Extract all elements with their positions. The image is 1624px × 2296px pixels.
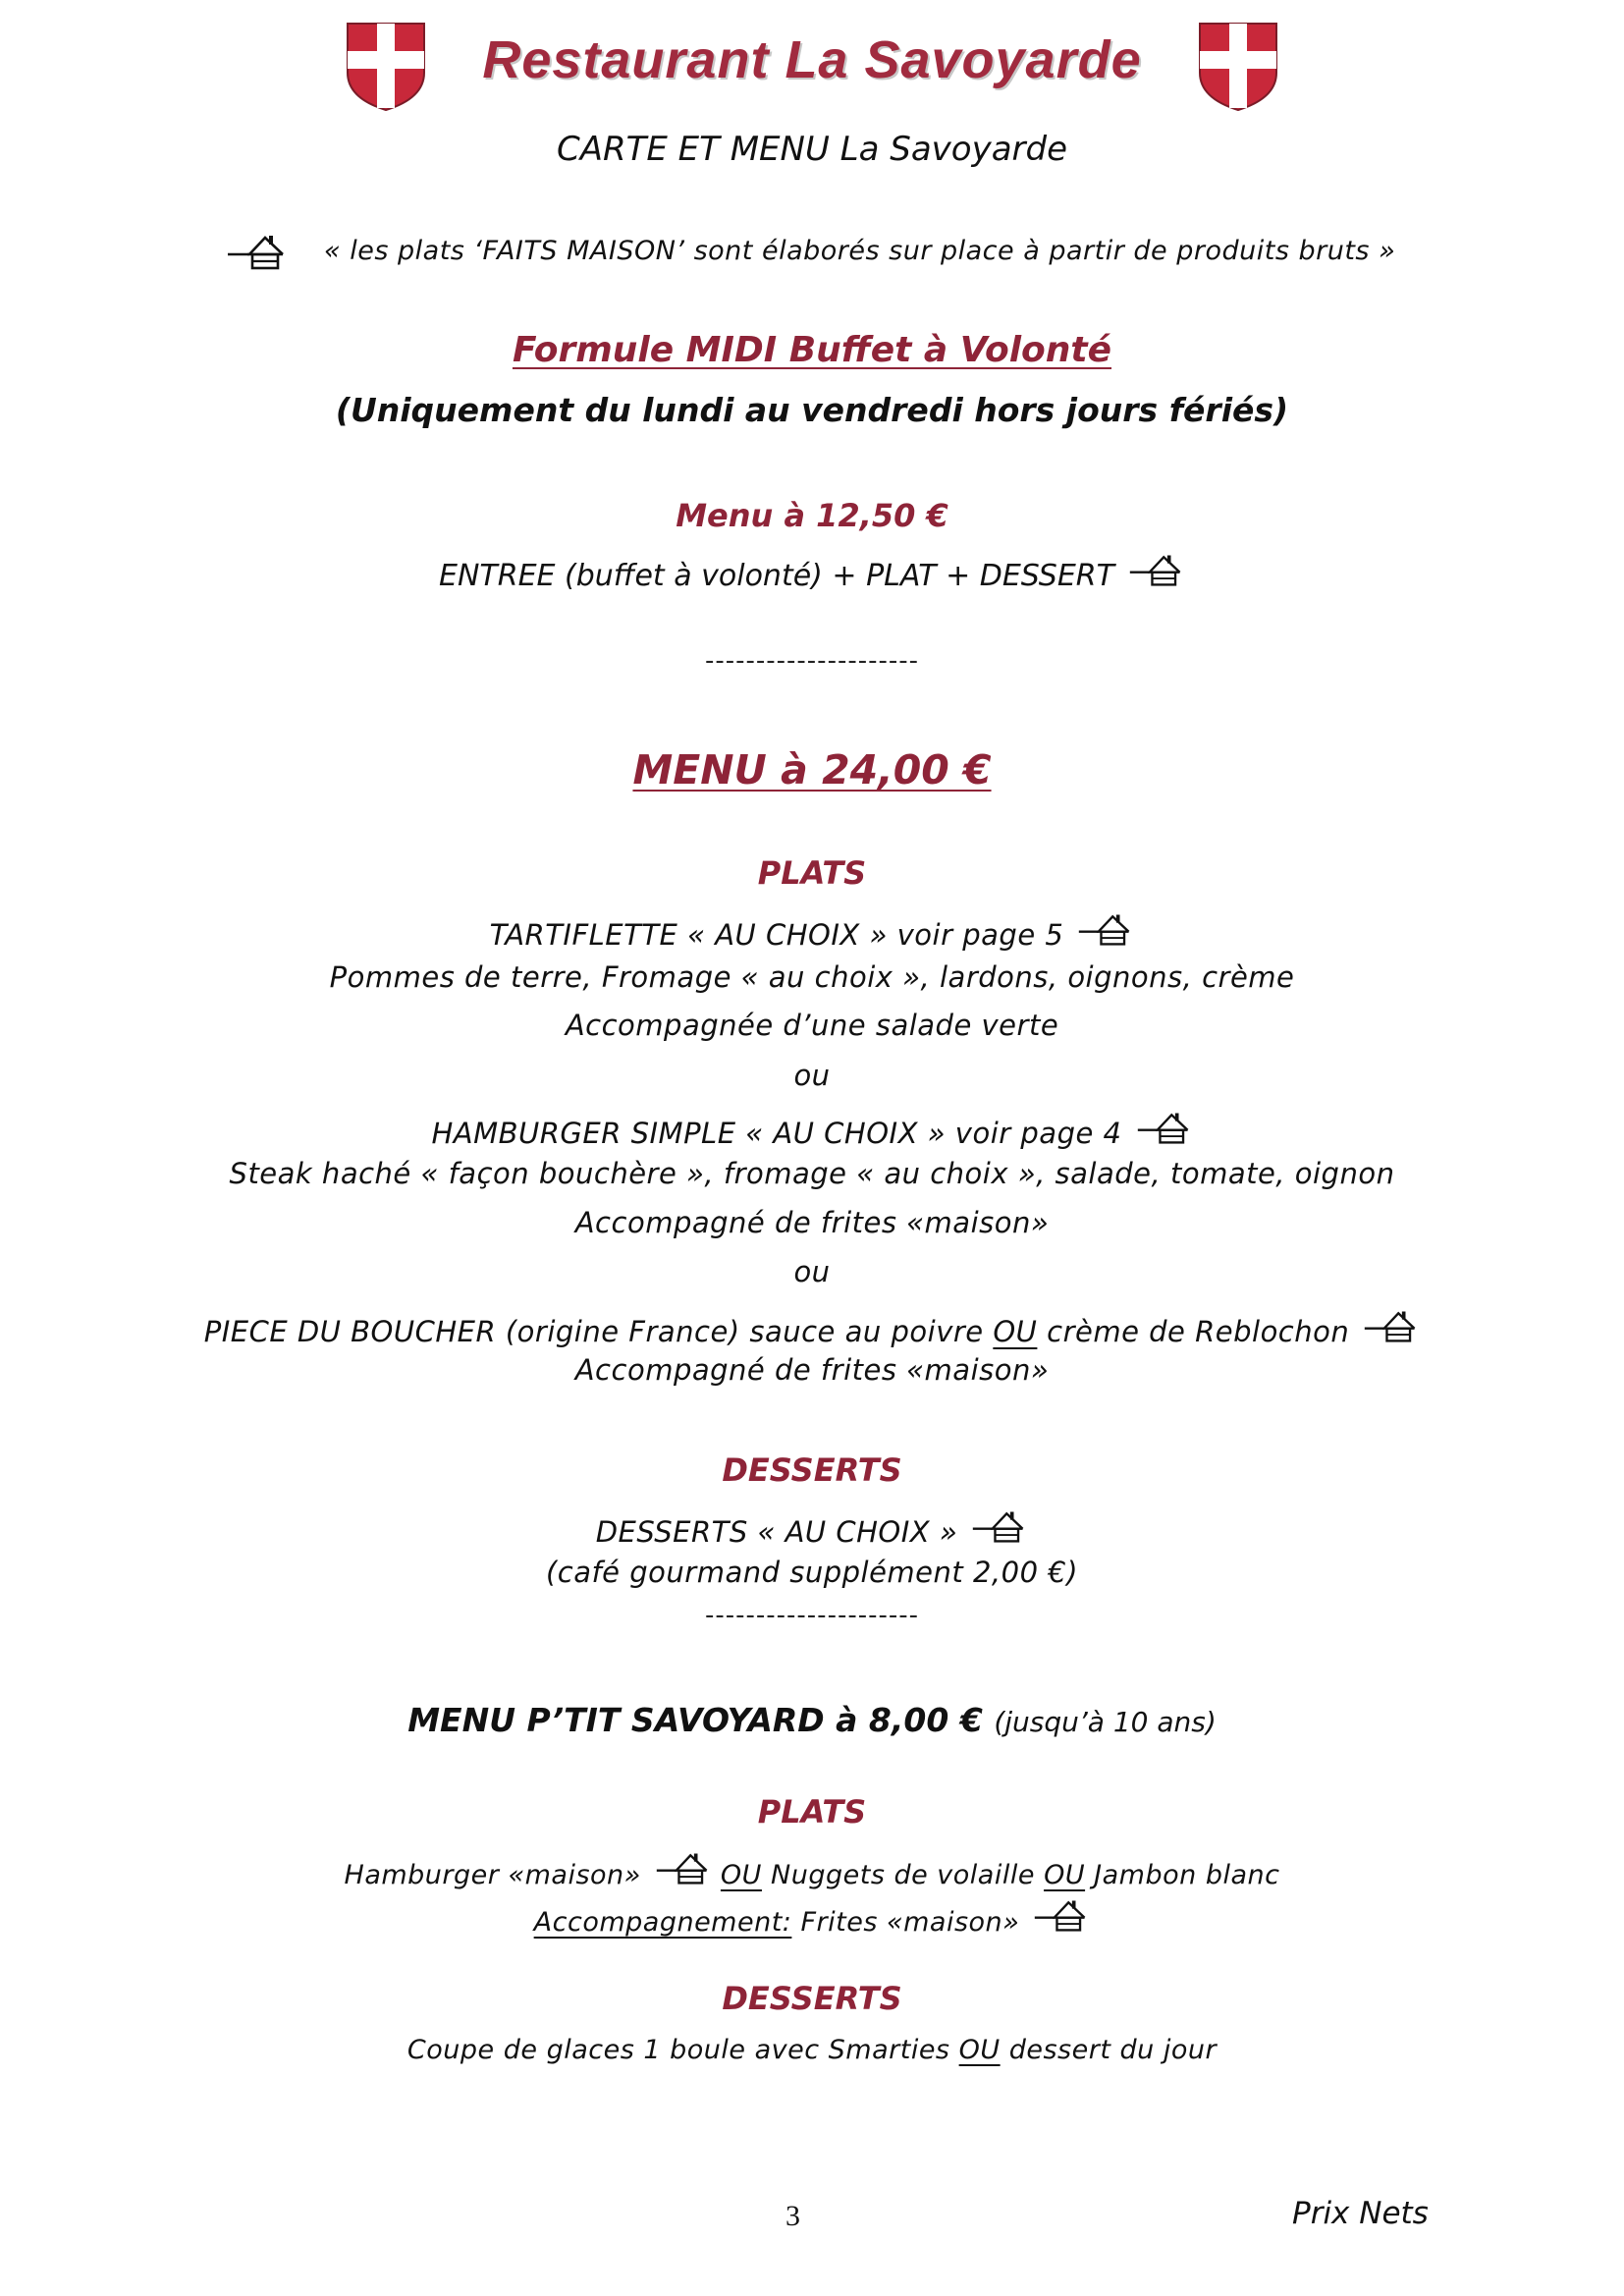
desserts-choice: DESSERTS « AU CHOIX » [595,1515,958,1549]
plats-heading: PLATS [757,1793,867,1831]
house-icon [1128,548,1185,591]
hamburger-line [0,1106,1624,1150]
or-keyword: OU [958,2035,1001,2065]
menu-1250-line [0,548,1624,593]
menu-1250-text: ENTREE (buffet à volonté) + PLAT + DESSERT [439,559,1114,593]
prix-nets-label: Prix Nets [1292,2196,1429,2231]
house-icon [1033,1893,1090,1937]
formule-midi-title: Formule MIDI Buffet à Volonté [512,330,1112,370]
page-subtitle: CARTE ET MENU La Savoyarde [556,130,1068,169]
fait-maison-text: « les plats ‘FAITS MAISON’ sont élaborés sur place à partir de produits bruts » [324,236,1396,266]
desserts-line [0,1504,1624,1549]
cafe-gourmand-note: (café gourmand supplément 2,00 €) [545,1556,1079,1589]
fait-maison-notice [0,228,1624,277]
house-icon [1136,1106,1193,1149]
separator: --------------------- [704,646,920,676]
menu-24-title: MENU à 24,00 € [632,746,992,793]
separator: --------------------- [704,1601,920,1630]
menu-ptit-savoyard-name: MENU P’TIT SAVOYARD à 8,00 € [407,1701,983,1739]
tartiflette-name: TARTIFLETTE « AU CHOIX » voir page 5 [489,918,1064,952]
or-keyword: OU [1044,1860,1086,1890]
kids-jambon: Jambon blanc [1094,1860,1280,1890]
kids-accompaniment-line [0,1893,1624,1938]
piece-du-boucher-side: Accompagné de frites «maison» [574,1353,1050,1387]
accompaniment-label: Accompagnement: [533,1907,792,1938]
menu-ptit-savoyard-age: (jusqu’à 10 ans) [994,1706,1217,1738]
menu-1250-title: Menu à 12,50 € [676,497,948,534]
piece-du-boucher-sauce: crème de Reblochon [1047,1315,1350,1348]
house-icon [1363,1304,1420,1347]
kids-dessert-line [0,2035,1624,2065]
kids-dessert-jour: dessert du jour [1008,2035,1218,2065]
formule-midi-subtitle: (Uniquement du lundi au vendredi hors jours fériés) [335,391,1289,429]
page-number: 3 [785,2200,800,2232]
kids-nuggets: Nuggets de volaille [771,1860,1035,1890]
kids-dessert-glace: Coupe de glaces 1 boule avec Smarties [406,2035,950,2065]
piece-du-boucher-line [0,1304,1624,1348]
restaurant-title: Restaurant La Savoyarde [482,30,1142,89]
hamburger-side: Accompagné de frites «maison» [574,1206,1050,1239]
kids-hamburger: Hamburger «maison» [344,1860,641,1890]
savoie-flag-icon [1198,22,1278,112]
plats-heading: PLATS [757,854,867,892]
desserts-heading: DESSERTS [722,1980,902,2017]
tartiflette-line [0,907,1624,952]
desserts-heading: DESSERTS [722,1451,902,1489]
house-icon [1077,907,1134,951]
or-keyword: OU [993,1315,1038,1348]
accompaniment-value: Frites «maison» [800,1907,1020,1938]
hamburger-name: HAMBURGER SIMPLE « AU CHOIX » voir page 4 [431,1117,1122,1150]
or-divider: ou [793,1059,831,1092]
house-icon [655,1846,712,1889]
piece-du-boucher-name: PIECE DU BOUCHER (origine France) sauce au poivre [203,1315,984,1348]
or-keyword: OU [720,1860,762,1890]
menu-ptit-savoyard-title [0,1701,1624,1739]
house-icon [971,1504,1028,1548]
tartiflette-side: Accompagnée d’une salade verte [565,1009,1059,1042]
tartiflette-description: Pommes de terre, Fromage « au choix », lardons, oignons, crème [329,960,1295,994]
or-divider: ou [793,1255,831,1288]
house-icon [226,228,289,275]
hamburger-description: Steak haché « façon bouchère », fromage « au choix », salade, tomate, oignon [229,1157,1395,1190]
kids-plats-line [0,1846,1624,1890]
